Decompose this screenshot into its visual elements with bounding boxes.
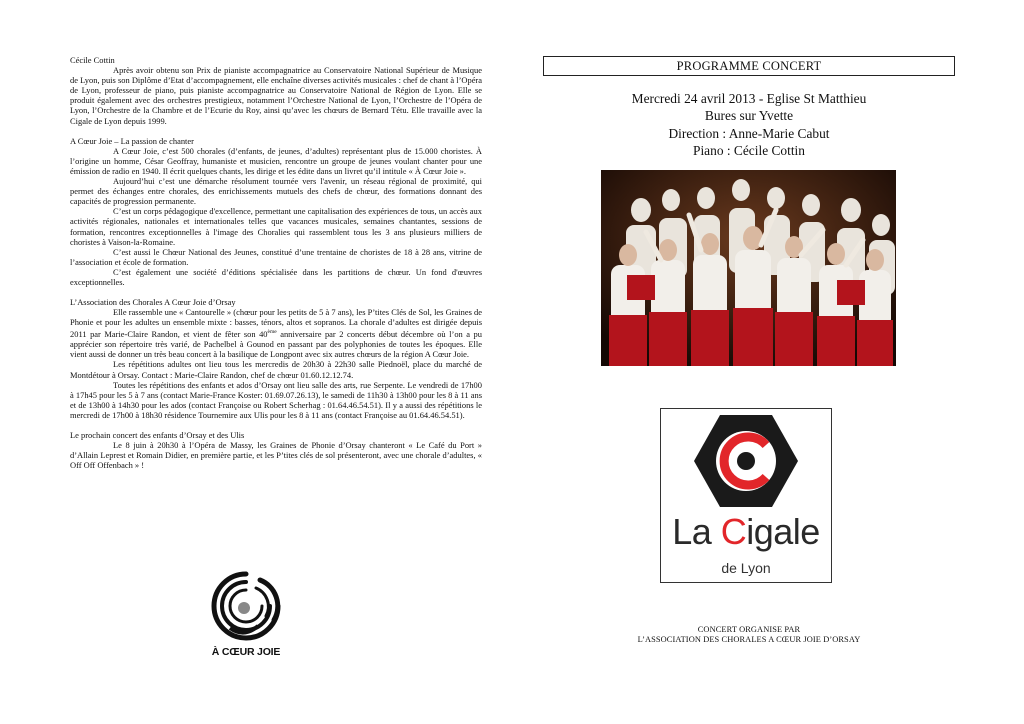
- acj-paragraph-4: C’est aussi le Chœur National des Jeunes, constitué d’une trentaine de choristes de 18 à 28 ans, vitrine de l’association et école de formation.: [70, 246, 482, 267]
- bio-title: Cécile Cottin: [70, 55, 115, 65]
- cigale-name-red-c: C: [720, 511, 747, 552]
- event-details: [543, 90, 955, 160]
- next-concert-title: Le prochain concert des enfants d’Orsay et des Ulis: [70, 430, 245, 440]
- organiser-line-2: L’ASSOCIATION DES CHORALES A CŒUR JOIE D’ORSAY: [637, 635, 861, 645]
- acj-paragraph-1: A Cœur Joie, c’est 500 chorales (d’enfants, de jeunes, d’adultes) représentant plus de 15.000 choristes. À l’origine un homme, César Geoffray, humaniste et musicien, rencontre un groupe de jeunes voulant chanter pour une émission de radio en 1940. Il écrit quelques chants, les dirige et les édite dans un livret qu’il intitule « À Cœur Joie ».: [70, 145, 482, 176]
- bio-paragraph: Après avoir obtenu son Prix de pianiste accompagnatrice au Conservatoire National Supérieur de Musique de Lyon, puis son Diplôme d’Etat d’accompagnement, elle enchaîne diverses activités musicales : chef de chant à l’Opéra de Lyon, professeur de piano, puis pianiste accompagnatrice au Conservatoire National de Région de Lyon. Elle se produit également avec des orchestres prestigieux, notamment l’Orchestre National de Lyon, l’Orchestre de l’Opéra de Lyon, l’Orchestre de la Chambre et de l’Ecurie du Roy, ainsi qu’avec les chœurs de Bernard Tétu. Elle travaille avec la Cigale de Lyon depuis 1999.: [70, 65, 482, 126]
- superscript-eme: ème: [267, 329, 277, 336]
- cigale-subtitle: de Lyon: [721, 560, 771, 576]
- programme-title-box: PROGRAMME CONCERT: [543, 56, 955, 76]
- orsay-paragraph-2: Les répétitions adultes ont lieu tous les mercredis de 20h30 à 22h30 salle Piednoël, place du marché de Montdétour à Orsay. Contact : Marie-Claire Randon, chef de chœur 01.60.12.12.74.: [70, 359, 482, 380]
- a-coeur-joie-logo: [200, 568, 292, 660]
- event-direction: Direction : Anne-Marie Cabut: [668, 125, 830, 141]
- organiser-line-1: CONCERT ORGANISE PAR: [697, 625, 801, 634]
- organiser-credit: [543, 625, 955, 646]
- cigale-name: [661, 511, 831, 553]
- left-column-text: [70, 55, 482, 470]
- acj-paragraph-5: C’est également une société d’éditions spécialisée dans les partitions de chœur. Un fond d'œuvres exceptionnelles.: [70, 266, 482, 287]
- acj-paragraph-2: Aujourd’hui c’est une démarche résolument tournée vers l'avenir, un réseau régional de proximité, qui permet des échanges entre chorales, des enrichissements mutuels des chefs de chœur, des formations donnant des capacités de progression permanente.: [70, 176, 482, 207]
- cigale-name-part-2: igale: [746, 511, 820, 552]
- orsay-section-title: L’Association des Chorales A Cœur Joie d’Orsay: [70, 297, 236, 308]
- la-cigale-de-lyon-logo: [660, 408, 832, 583]
- choir-photo: [601, 170, 896, 366]
- orsay-paragraph-1-text-end: anniversaire par 2 concerts début décembre où l’on a pu apprécier son répertoire très varié, de Pachelbel à Gounod en passant par des polyphonies de toutes les époques. Elle vient aussi de donner un très beau concert à la basilique de Longpont avec six autres chœurs de la région A Cœur Joie.: [70, 329, 482, 360]
- event-date: Mercredi 24 avril 2013 - Eglise St Matthieu: [631, 91, 867, 106]
- right-page: [512, 0, 1024, 724]
- orsay-paragraph-1: [70, 307, 482, 359]
- event-place: Bures sur Yvette: [704, 108, 794, 124]
- a-coeur-joie-logo-text: À CŒUR JOIE: [211, 646, 281, 658]
- event-piano: Piano : Cécile Cottin: [693, 143, 805, 159]
- choir-photo-image: [601, 170, 896, 366]
- acj-paragraph-3: C’est un corps pédagogique d'excellence, permettant une capitalisation des expériences de tous, un accès aux activités régionales, nationales et internationales telles que vacances musicales, semaines chantantes, sessions de formation, rencontres exceptionnelles à l'image des Choralies qui rassemblent tous les 3 ans plusieurs milliers de choristes à Vaison-la-Romaine.: [70, 206, 482, 247]
- cigale-hexagon-icon: [694, 413, 798, 509]
- orsay-paragraph-3: Toutes les répétitions des enfants et ados d’Orsay ont lieu salle des arts, rue Serpente. Le vendredi de 17h00 à 17h45 pour les 5 à 7 ans (contact Marie-France Koster: 01.69.07.26.13), le samedi de 11h30 à 13h00 pour les 8 à 11 ans et de 13h00 à 14h30 pour les ados (contact Françoise ou Robert Scherhag : 01.64.46.54.51). Il y a aussi des répétitions le mercredi de 17h00 à 18h30 résidence Tournemire aux Ulis pour les 8 à 11 ans (contact Françoise au 01.64.46.54.51).: [70, 379, 482, 420]
- next-concert-paragraph: Le 8 juin à 20h30 à l’Opéra de Massy, les Graines de Phonie d’Orsay chanteront « Le Café du Port » d’Allain Leprest et Romain Didier, en première partie, et les P’tites clés de sol présenteront, avec une chorale d’adultes, « Off Off Offenbach » !: [70, 440, 482, 471]
- cigale-name-part-1: La: [672, 511, 721, 552]
- orsay-paragraph-1-text: Elle rassemble une « Cantourelle » (chœur pour les petits de 5 à 7 ans), les P’tites Clés de Sol, les Graines de Phonie et pour les adultes un ensemble mixte : basses, ténors, altos et sopranos. La chorale d’adultes est dirigée depuis 2011 par Marie-Claire Randon, et vient de fêter son 40: [70, 307, 482, 340]
- acj-section-title: A Cœur Joie – La passion de chanter: [70, 135, 194, 146]
